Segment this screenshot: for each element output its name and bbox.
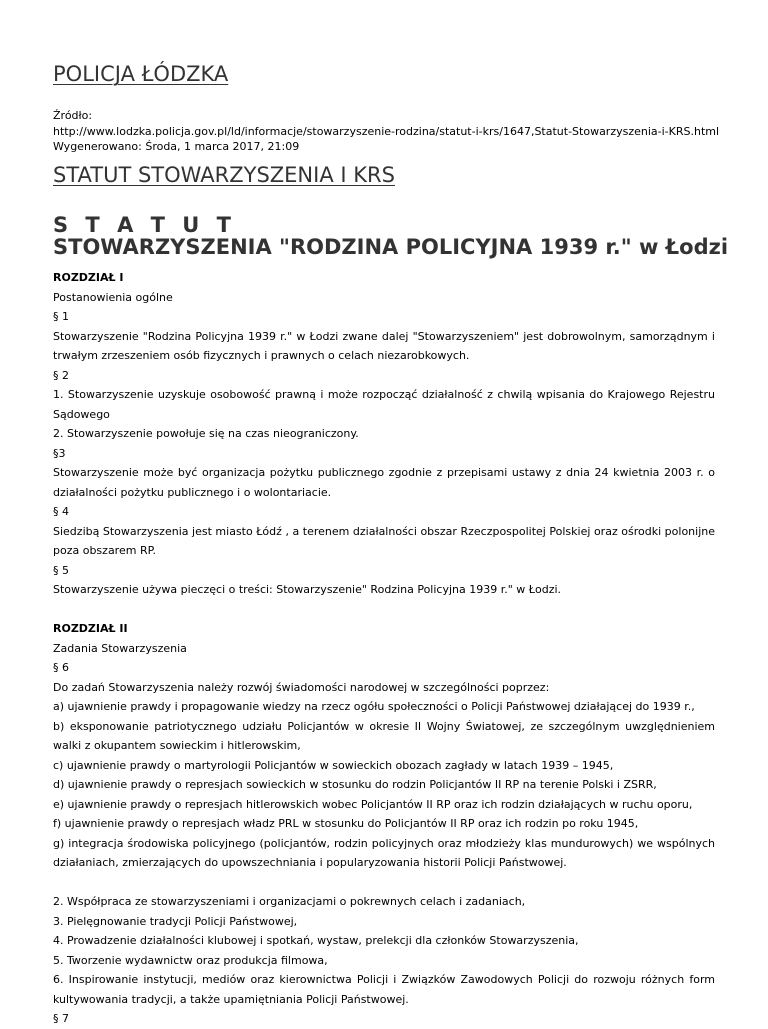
spacer	[53, 873, 715, 893]
list-item: 4. Prowadzenie działalności klubowej i spotkań, wystaw, prelekcji dla członków Stowarzyszenia,	[53, 934, 579, 947]
list-item: 5. Tworzenie wydawnictw oraz produkcja filmowa,	[53, 953, 328, 967]
list-item: 6. Inspirowanie instytucji, mediów oraz kierownictwa Policji i Związków Zawodowych Policji do rozwoju różnych form kultywowania tradycji, a także upamiętniania Policji Państwowej.	[53, 973, 715, 1006]
doc-heading-line2: STOWARZYSZENIA "RODZINA POLICYJNA 1939 r." w Łodzi	[53, 235, 729, 259]
list-item: 3. Pielęgnowanie tradycji Policji Państwowej,	[53, 914, 298, 928]
list-item: e) ujawnienie prawdy o represjach hitlerowskich wobec Policjantów II RP oraz ich rodzin działających w ruchu oporu,	[53, 797, 693, 811]
paragraph-5-text: Stowarzyszenie używa pieczęci o treści: Stowarzyszenie" Rodzina Policyjna 1939 r." w Łodzi.	[53, 583, 562, 596]
chapter-2-subtitle: Zadania Stowarzyszenia	[53, 641, 187, 655]
paragraph-6-label: § 6	[53, 661, 69, 674]
list-item: a) ujawnienie prawdy i propagowanie wiedzy na rzecz ogółu społeczności o Policji Państwowej działającej do 1939 r.,	[53, 700, 695, 713]
chapter-1-title: ROZDZIAŁ I	[53, 271, 124, 284]
paragraph-3-label: §3	[53, 446, 66, 460]
doc-heading	[53, 214, 753, 258]
paragraph-5-label: § 5	[53, 563, 69, 577]
paragraph-4-label: § 4	[53, 505, 69, 518]
section-title: STATUT STOWARZYSZENIA I KRS	[53, 163, 395, 187]
list-item: g) integracja środowiska policyjnego (policjantów, rodzin policyjnych oraz młodzieży klas mundurowych) we wspólnych działaniach, zmierzających do upowszechniania i popularyzowania historii Policji Państwowej.	[53, 836, 715, 869]
list-item: c) ujawnienie prawdy o martyrologii Policjantów w sowieckich obozach zagłady w latach 1939 – 1945,	[53, 758, 614, 772]
source-label: Źródło:	[53, 109, 93, 122]
paragraph-1-text: Stowarzyszenie "Rodzina Policyjna 1939 r." w Łodzi zwane dalej "Stowarzyszeniem" jest dobrowolnym, samorządnym i trwałym zrzeszeniem osób fizycznych i prawnych o celach niezarobkowych.	[53, 329, 715, 362]
paragraph-2-label: § 2	[53, 368, 69, 382]
paragraph-1-label: § 1	[53, 310, 69, 323]
generated-date: Wygenerowano: Środa, 1 marca 2017, 21:09	[53, 140, 300, 153]
site-title: POLICJA ŁÓDZKA	[53, 62, 229, 86]
paragraph-7-label: § 7	[53, 1012, 69, 1025]
list-item: d) ujawnienie prawdy o represjach sowieckich w stosunku do rodzin Policjantów II RP na terenie Polski i ZSRR,	[53, 778, 657, 791]
source-url[interactable]: http://www.lodzka.policja.gov.pl/ld/informacje/stowarzyszenie-rodzina/statut-i-krs/1647,Statut-Stowarzyszenia-i-KRS.html	[53, 124, 720, 138]
paragraph-4-text: Siedzibą Stowarzyszenia jest miasto Łódź , a terenem działalności obszar Rzeczpospolitej Polskiej oraz ośrodki polonijne poza obszarem RP.	[53, 524, 715, 557]
paragraph-2-text-1: 1. Stowarzyszenie uzyskuje osobowość prawną i może rozpocząć działalność z chwilą wpisania do Krajowego Rejestru Sądowego	[53, 388, 715, 421]
list-item: b) eksponowanie patriotycznego udziału Policjantów w okresie II Wojny Światowej, ze szczególnym uwzględnieniem walki z okupantem sowieckim i hitlerowskim,	[53, 719, 715, 752]
paragraph-2-text-2: 2. Stowarzyszenie powołuje się na czas nieograniczony.	[53, 427, 359, 440]
paragraph-6-intro: Do zadań Stowarzyszenia należy rozwój świadomości narodowej w szczególności poprzez:	[53, 680, 550, 694]
statute-body	[53, 268, 715, 1029]
source-meta	[53, 108, 733, 155]
chapter-2-title: ROZDZIAŁ II	[53, 622, 128, 635]
doc-heading-line1: S T A T U T	[53, 213, 236, 237]
spacer	[53, 600, 715, 620]
list-item: 2. Współpraca ze stowarzyszeniami i organizacjami o pokrewnych celach i zadaniach,	[53, 895, 526, 908]
list-item: f) ujawnienie prawdy o represjach władz PRL w stosunku do Policjantów II RP oraz ich rodzin po roku 1945,	[53, 817, 639, 830]
chapter-1-subtitle: Postanowienia ogólne	[53, 290, 173, 304]
paragraph-3-text: Stowarzyszenie może być organizacja pożytku publicznego zgodnie z przepisami ustawy z dnia 24 kwietnia 2003 r. o działalności pożytku publicznego i o wolontariacie.	[53, 466, 715, 499]
